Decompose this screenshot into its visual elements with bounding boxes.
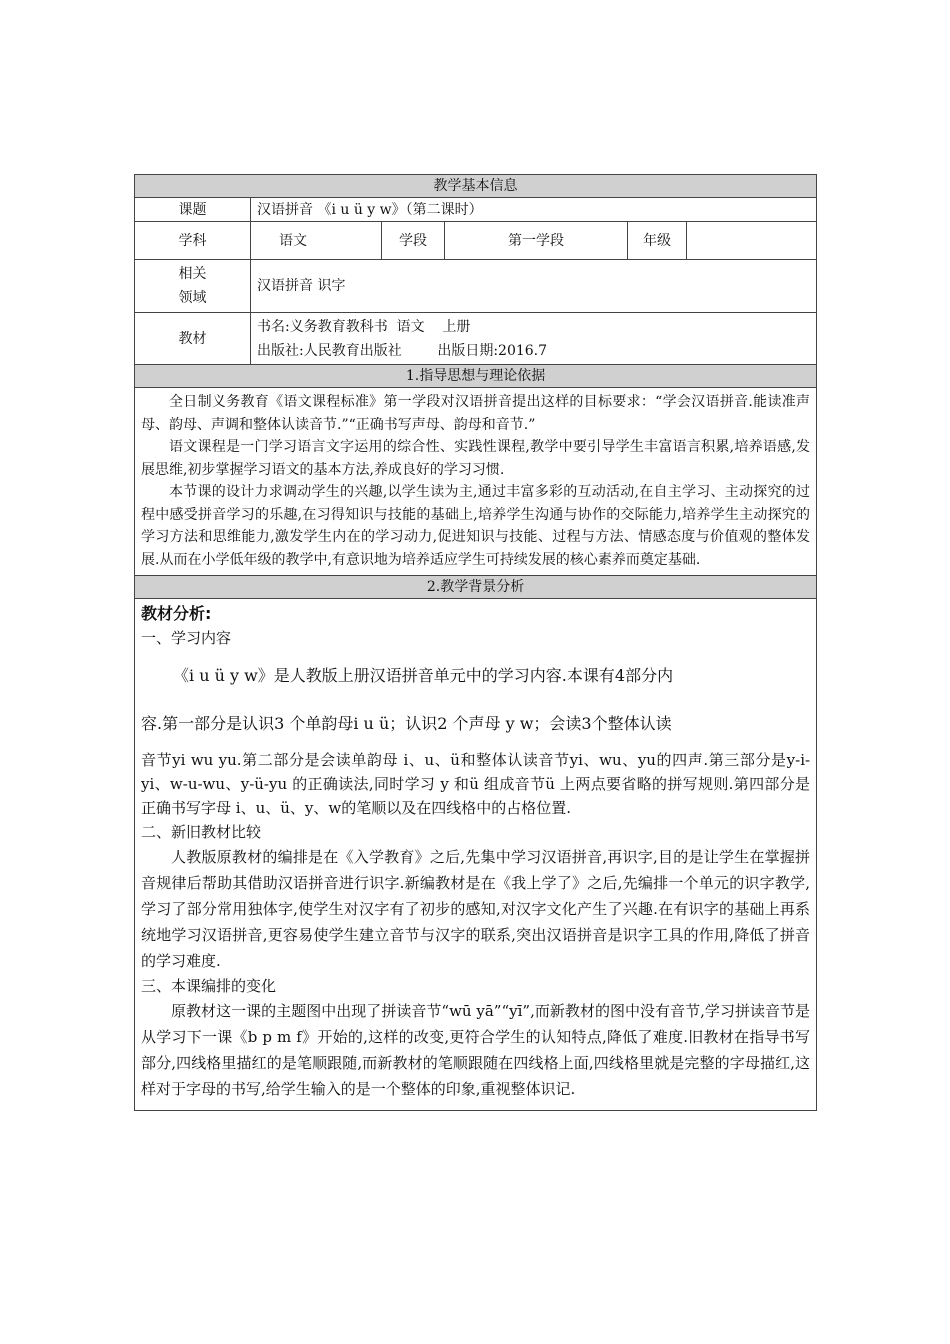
section1-paragraph: 语文课程是一门学习语言文字运用的综合性、实践性课程,教学中要引导学生丰富语言积累,培养语感,发展思维,初步掌握学习语文的基本方法,养成良好的学习习惯. <box>141 439 811 478</box>
stage-value: 第一学段 <box>445 222 628 260</box>
topic-label: 课题 <box>135 198 251 222</box>
content-paragraph-line1: 《i u ü y w》是人教版上册汉语拼音单元中的学习内容.本课有4部分内 <box>173 666 674 685</box>
textbook-value <box>251 313 817 365</box>
subject-value: 语文 <box>251 222 382 260</box>
textbook-line2: 出版社:人民教育出版社 出版日期:2016.7 <box>257 342 548 359</box>
section1-body <box>135 388 817 576</box>
content-paragraph-line2: 容.第一部分是认识3 个单韵母i u ü；认识2 个声母 y w；会读3个整体认读 <box>141 714 672 733</box>
grade-value <box>687 222 817 260</box>
lesson-info-table <box>134 174 817 1111</box>
section1-paragraph: 本节课的设计力求调动学生的兴趣,以学生读为主,通过丰富多彩的互动活动,在自主学习、主动探究的过程中感受拼音学习的乐趣,在习得知识与技能的基础上,培养学生沟通与协作的交际能力,培养学生主动探究的学习方法和思维能力,激发学生内在的学习动力,促进知识与技能、过程与方法、情感态度与价值观的整体发展.从而在小学低年级的教学中,有意识地为培养适应学生可持续发展的核心素养而奠定基础. <box>141 484 811 568</box>
field-value: 汉语拼音 识字 <box>251 260 817 313</box>
subject-label: 学科 <box>135 222 251 260</box>
field-label-line1: 相关 <box>178 266 207 282</box>
subheading-compare: 二、新旧教材比较 <box>141 823 262 841</box>
compare-paragraph: 人教版原教材的编排是在《入学教育》之后,先集中学习汉语拼音,再识字,目的是让学生在掌握拼音规律后帮助其借助汉语拼音进行识字.新编教材是在《我上学了》之后,先编排一个单元的识字教学,学习了部分常用独体字,使学生对汉字有了初步的感知,对汉字文化产生了兴趣.在有识字的基础上再系统地学习汉语拼音,更容易使学生建立音节与汉字的联系,突出汉语拼音是识字工具的作用,降低了拼音的学习难度. <box>141 848 811 970</box>
section2-header: 2.教学背景分析 <box>135 576 817 599</box>
textbook-line1: 书名:义务教育教科书 语文 上册 <box>257 318 471 335</box>
field-label <box>135 260 251 313</box>
subheading-learning-content: 一、学习内容 <box>141 629 232 647</box>
content-paragraph-rest: 音节yi wu yu.第二部分是会读单韵母 i、u、ü和整体认读音节yi、wu、yu的四声.第三部分是y-i-yi、w-u-wu、y-ü-yu 的正确读法,同时学习 y 和ü 组成音节ü 上两点要省略的拼写规则.第四部分是正确书写字母 i、u、ü、y、w的笔顺以及在四线格中的占格位置. <box>141 751 811 817</box>
section1-paragraph: 全日制义务教育《语文课程标准》第一学段对汉语拼音提出这样的目标要求：“学会汉语拼音.能读准声母、韵母、声调和整体认读音节.”“正确书写声母、韵母和音节.” <box>141 394 811 433</box>
subheading-changes: 三、本课编排的变化 <box>141 977 277 995</box>
section-header-basic-info: 教学基本信息 <box>135 175 817 198</box>
topic-value: 汉语拼音 《i u ü y w》（第二课时） <box>251 198 817 222</box>
changes-paragraph: 原教材这一课的主题图中出现了拼读音节“wū yā”“yī”,而新教材的图中没有音节,学习拼读音节是从学习下一课《b p m f》开始的,这样的改变,更符合学生的认知特点,降低了难度.旧教材在指导书写部分,四线格里描红的是笔顺跟随,而新教材的笔顺跟随在四线格上面,四线格里就是完整的字母描红,这样对于字母的书写,给学生输入的是一个整体的印象,重视整体识记. <box>141 1002 811 1098</box>
section1-header: 1.指导思想与理论依据 <box>135 365 817 388</box>
textbook-label: 教材 <box>135 313 251 365</box>
grade-label: 年级 <box>628 222 687 260</box>
stage-label: 学段 <box>382 222 445 260</box>
analysis-title: 教材分析: <box>141 604 212 623</box>
section2-body <box>135 599 817 1111</box>
field-label-line2: 领域 <box>178 290 207 306</box>
